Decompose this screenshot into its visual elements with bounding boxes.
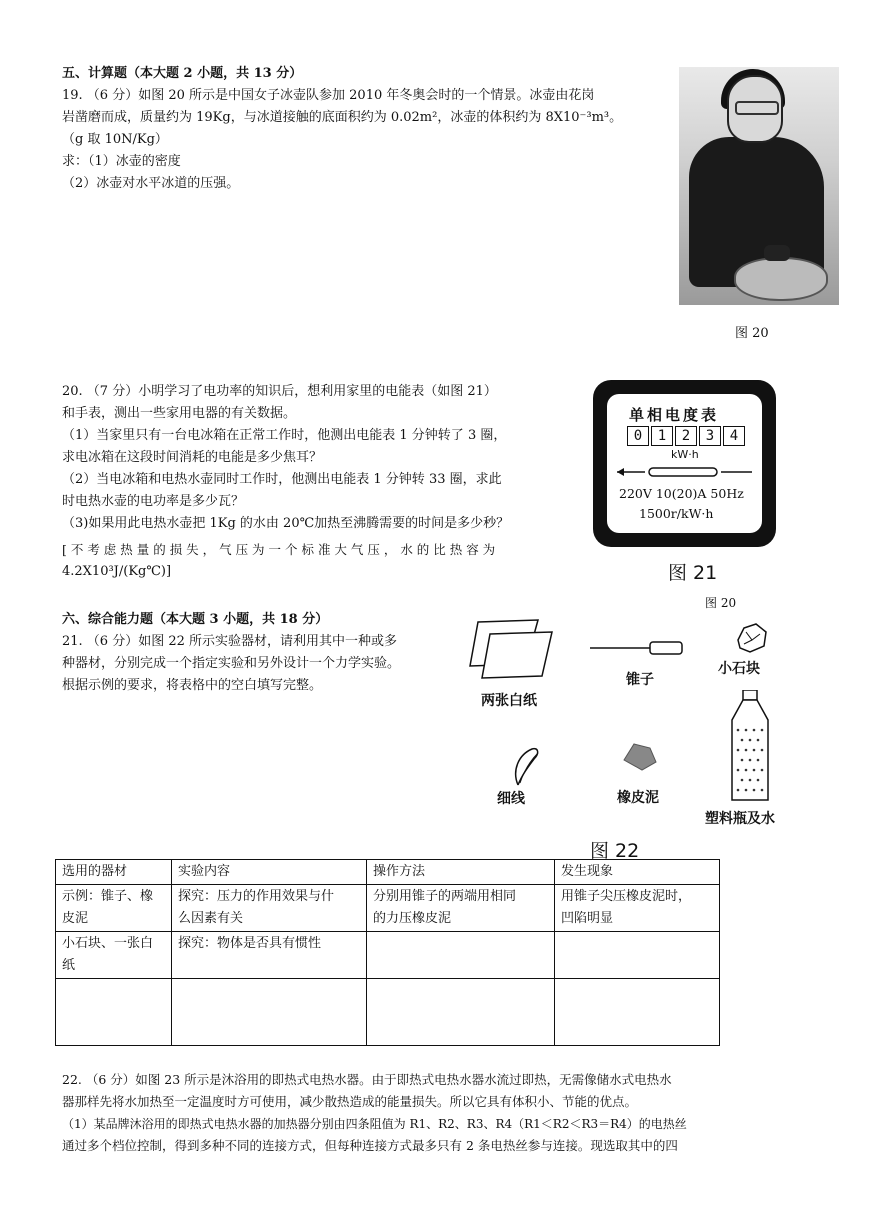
electric-meter-figure [593, 380, 776, 547]
q19-line-3: （g 取 10N/Kg） [62, 132, 168, 147]
paper-sheets-illustration [468, 612, 568, 682]
table-cell-empty[interactable] [172, 979, 367, 1046]
q20-line-3: （1）当家里只有一台电冰箱在正常工作时，他测出电能表 1 分钟转了 3 圈， [62, 428, 507, 443]
q22-line-3: （1）某品牌沐浴用的即热式电热水器的加热器分别由四条阻值为 R1、R2、R3、R4（R1＜R2＜R3＝R4）的电热丝 [62, 1117, 687, 1131]
q20-line-7: （3)如果用此电热水壶把 1Kg 的水由 20℃加热至沸腾需要的时间是多少秒？ [62, 516, 510, 531]
meter-digit: 2 [675, 426, 697, 446]
table-cell-empty[interactable] [555, 979, 720, 1046]
q20-line-4: 求电冰箱在这段时间消耗的电能是多少焦耳？ [62, 450, 323, 465]
figure-20-caption-repeat: 图 20 [705, 596, 737, 610]
q22-line-1: 22. （6 分）如图 23 所示是沐浴用的即热式电热水器。由于即热式电热水器水流过即热，无需像储水式电热水 [62, 1072, 672, 1087]
item-label-paper: 两张白纸 [481, 693, 537, 709]
awl-illustration [590, 638, 690, 658]
stone-illustration [732, 622, 772, 654]
q22-line-2: 器那样先将水加热至一定温度时方可使用，减少散热造成的能量损失。所以它具有体积小、节能的优点。 [62, 1094, 638, 1109]
q20-line-9: 4.2X10³J/(Kg℃)] [62, 564, 172, 579]
table-row [56, 885, 720, 932]
meter-title: 单相电度表 [629, 406, 720, 424]
q20-line-1: 20. （7 分）小明学习了电功率的知识后，想利用家里的电能表（如图 21） [62, 384, 497, 399]
item-label-thread: 细线 [497, 791, 525, 807]
table-cell: 示例：锥子、橡 皮泥 [56, 885, 172, 932]
meter-digit: 0 [627, 426, 649, 446]
section-heading-comprehensive: 六、综合能力题（本大题 3 小题，共 18 分） [62, 612, 329, 627]
q19-line-1: 19. （6 分）如图 20 所示是中国女子冰壶队参加 2010 年冬奥会时的一个情景。冰壶由花岗 [62, 88, 595, 103]
table-row [56, 932, 720, 979]
table-header-cell: 发生现象 [555, 860, 720, 885]
table-cell: 小石块、一张白 纸 [56, 932, 172, 979]
table-cell-empty[interactable] [367, 932, 555, 979]
table-cell: 用锥子尖压橡皮泥时， 凹陷明显 [555, 885, 720, 932]
table-header-cell: 操作方法 [367, 860, 555, 885]
q22-line-4: 通过多个档位控制，得到多种不同的连接方式，但每种连接方式最多只有 2 条电热丝参与连接。现选取其中的四 [62, 1138, 678, 1153]
meter-digit: 4 [723, 426, 745, 446]
item-label-bottle: 塑料瓶及水 [705, 811, 775, 827]
curling-photo [679, 67, 839, 305]
meter-digit: 3 [699, 426, 721, 446]
q19-line-2: 岩凿磨而成，质量约为 19Kg，与冰道接触的底面积约为 0.02m²，冰壶的体积约为 8X10⁻³m³。 [62, 110, 623, 125]
item-label-stone: 小石块 [718, 661, 760, 677]
q21-line-3: 根据示例的要求，将表格中的空白填写完整。 [62, 678, 323, 693]
thread-illustration [508, 745, 542, 787]
table-row [56, 979, 720, 1046]
table-header-row [56, 860, 720, 885]
q20-line-8: [ 不 考 虑 热 量 的 损 失 ， 气 压 为 一 个 标 准 大 气 压 ， 水 的 比 热 容 为 [62, 542, 496, 557]
meter-unit: kW·h [671, 448, 699, 461]
figure-22-caption: 图 22 [590, 840, 640, 862]
meter-digits [627, 426, 747, 446]
table-header-cell: 选用的器材 [56, 860, 172, 885]
item-label-clay: 橡皮泥 [617, 790, 659, 806]
q21-line-1: 21. （6 分）如图 22 所示实验器材，请利用其中一种或多 [62, 634, 398, 649]
table-cell-empty[interactable] [367, 979, 555, 1046]
figure-20-caption: 图 20 [735, 326, 769, 341]
q20-line-6: 时电热水壶的电功率是多少瓦？ [62, 494, 245, 509]
table-header-cell: 实验内容 [172, 860, 367, 885]
table-cell-empty[interactable] [56, 979, 172, 1046]
item-label-awl: 锥子 [626, 672, 654, 688]
table-cell: 探究：物体是否具有惯性 [172, 932, 367, 979]
meter-spec: 220V 10(20)A 50Hz [619, 486, 744, 501]
q19-line-5: （2）冰壶对水平冰道的压强。 [62, 176, 240, 191]
q20-line-5: （2）当电冰箱和电热水壶同时工作时，他测出电能表 1 分钟转 33 圈，求此 [62, 472, 502, 487]
experiment-table [55, 859, 720, 1046]
meter-rate: 1500r/kW·h [639, 506, 714, 521]
q20-line-2: 和手表，测出一些家用电器的有关数据。 [62, 406, 297, 421]
table-cell: 探究：压力的作用效果与什 么因素有关 [172, 885, 367, 932]
table-cell-empty[interactable] [555, 932, 720, 979]
q19-line-4: 求：（1）冰壶的密度 [62, 154, 181, 169]
meter-dial-window [617, 466, 752, 474]
meter-digit: 1 [651, 426, 673, 446]
section-heading-calculation: 五、计算题（本大题 2 小题，共 13 分） [62, 66, 303, 81]
clay-illustration [620, 740, 660, 774]
figure-21-caption: 图 21 [668, 562, 718, 584]
bottle-illustration [728, 690, 772, 802]
table-cell: 分别用锥子的两端用相同 的力压橡皮泥 [367, 885, 555, 932]
q21-line-2: 种器材，分别完成一个指定实验和另外设计一个力学实验。 [62, 656, 401, 671]
